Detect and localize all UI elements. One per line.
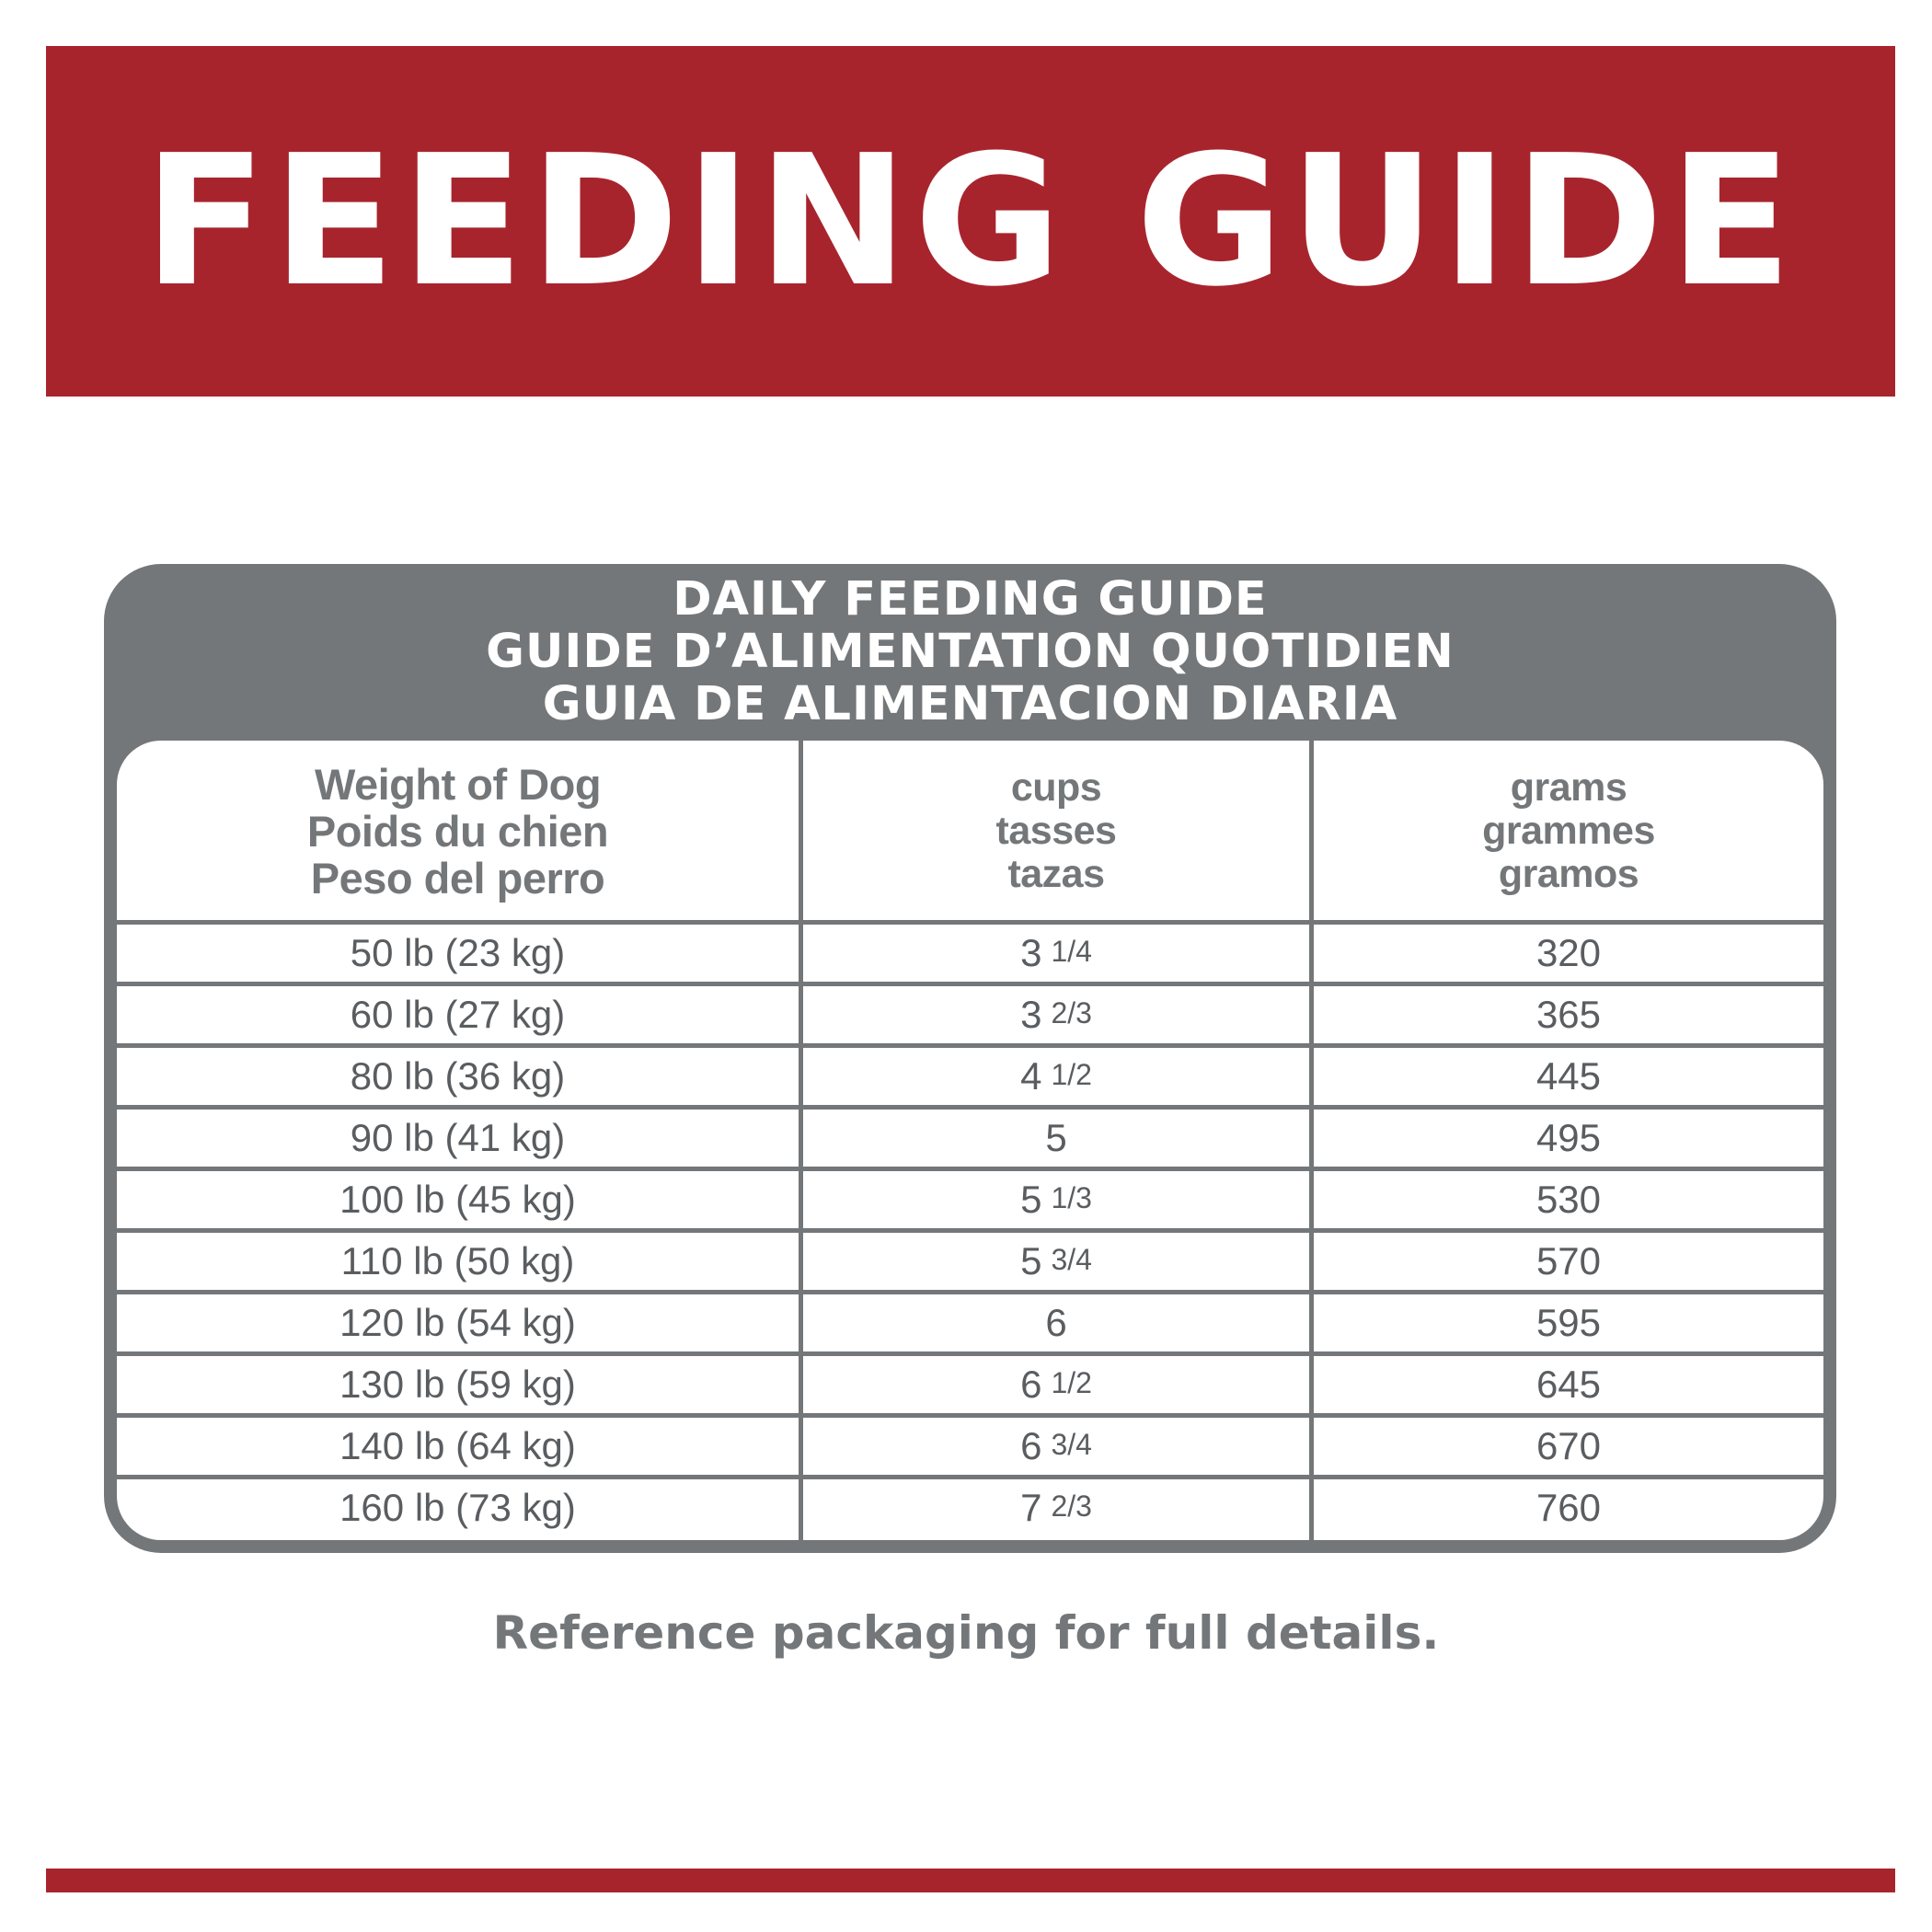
table-row — [117, 1479, 1823, 1536]
cell-weight: 160 lb (73 kg) — [339, 1486, 576, 1529]
cell-grams: 570 — [1535, 1239, 1602, 1282]
cell-weight: 80 lb (36 kg) — [350, 1054, 566, 1098]
cell-grams: 495 — [1535, 1116, 1602, 1159]
cell-cups — [803, 1233, 1309, 1290]
cell-grams: 760 — [1535, 1486, 1602, 1529]
cups-whole: 6 — [1020, 1424, 1042, 1467]
table-row — [117, 986, 1823, 1043]
column-header-weight-es: Peso del perro — [310, 853, 605, 903]
cell-grams: 645 — [1535, 1363, 1602, 1406]
footnote: Reference packaging for full details. — [492, 1606, 1440, 1660]
column-divider — [1309, 741, 1314, 1540]
column-header-grams-en: grams — [1510, 765, 1627, 810]
cell-weight: 140 lb (64 kg) — [339, 1424, 576, 1467]
cell-cups — [803, 1110, 1309, 1167]
table-heading — [104, 573, 1836, 730]
cell-weight: 50 lb (23 kg) — [350, 931, 566, 974]
cell-weight: 130 lb (59 kg) — [339, 1363, 576, 1406]
table-row — [117, 1418, 1823, 1475]
column-header-cups-en: cups — [1010, 765, 1102, 810]
cell-cups — [803, 1479, 1309, 1536]
cell-cups — [803, 1356, 1309, 1413]
table-row — [117, 1356, 1823, 1413]
table-row — [117, 1233, 1823, 1290]
cups-whole: 3 — [1020, 931, 1042, 974]
cell-grams: 670 — [1535, 1424, 1602, 1467]
cell-cups — [803, 1294, 1309, 1351]
page-title: FEEDING GUIDE — [144, 116, 1798, 327]
table-row — [117, 1171, 1823, 1228]
cups-fraction: 3/4 — [1051, 1242, 1092, 1276]
cell-grams: 595 — [1535, 1301, 1602, 1344]
cell-grams: 365 — [1535, 993, 1602, 1036]
table-row — [117, 1294, 1823, 1351]
cups-fraction: 3/4 — [1051, 1427, 1092, 1461]
table-row — [117, 1110, 1823, 1167]
column-header-grams-fr: grammes — [1482, 808, 1655, 853]
cups-fraction: 2/3 — [1051, 1489, 1092, 1523]
cell-grams: 320 — [1535, 931, 1602, 974]
column-header-row — [117, 741, 1823, 921]
column-header-weight-fr: Poids du chien — [306, 806, 609, 856]
cups-fraction: 1/3 — [1051, 1180, 1092, 1214]
cell-weight: 60 lb (27 kg) — [350, 993, 566, 1036]
table-body — [117, 741, 1823, 1540]
daily-feeding-table — [104, 564, 1836, 1553]
column-header-weight-en: Weight of Dog — [314, 759, 602, 809]
cell-cups — [803, 1418, 1309, 1475]
column-header-weight — [117, 741, 799, 921]
cups-whole: 6 — [1045, 1301, 1067, 1344]
cell-weight: 100 lb (45 kg) — [339, 1178, 576, 1221]
cups-fraction: 2/3 — [1051, 995, 1092, 1029]
cups-whole: 5 — [1045, 1116, 1067, 1159]
column-divider — [799, 741, 803, 1540]
cups-fraction: 1/4 — [1051, 934, 1092, 968]
cups-fraction: 1/2 — [1051, 1057, 1092, 1091]
cups-fraction: 1/2 — [1051, 1365, 1092, 1399]
table-heading-en: DAILY FEEDING GUIDE — [673, 572, 1268, 627]
table-row — [117, 1048, 1823, 1105]
cell-weight: 90 lb (41 kg) — [350, 1116, 566, 1159]
cell-grams: 445 — [1535, 1054, 1602, 1098]
bottom-accent-bar — [46, 1869, 1895, 1892]
cups-whole: 4 — [1020, 1054, 1042, 1098]
cups-whole: 5 — [1020, 1239, 1042, 1282]
cell-weight: 110 lb (50 kg) — [340, 1239, 575, 1282]
column-header-grams-es: gramos — [1498, 851, 1639, 896]
cups-whole: 7 — [1020, 1486, 1042, 1529]
cups-whole: 3 — [1020, 993, 1042, 1036]
table-row — [117, 925, 1823, 982]
table-heading-fr: GUIDE D’ALIMENTATION QUOTIDIEN — [486, 625, 1455, 679]
column-header-cups — [803, 741, 1309, 937]
cups-whole: 5 — [1020, 1178, 1042, 1221]
column-header-cups-fr: tasses — [995, 808, 1117, 853]
column-header-grams — [1314, 741, 1823, 937]
cell-cups — [803, 1048, 1309, 1105]
feeding-guide-banner — [46, 46, 1895, 397]
column-header-cups-es: tazas — [1007, 851, 1105, 896]
cups-whole: 6 — [1020, 1363, 1042, 1406]
table-heading-es: GUIA DE ALIMENTACION DIARIA — [542, 677, 1398, 731]
cell-weight: 120 lb (54 kg) — [339, 1301, 576, 1344]
cell-grams: 530 — [1535, 1178, 1602, 1221]
cell-cups — [803, 1171, 1309, 1228]
cell-cups — [803, 925, 1309, 982]
cell-cups — [803, 986, 1309, 1043]
